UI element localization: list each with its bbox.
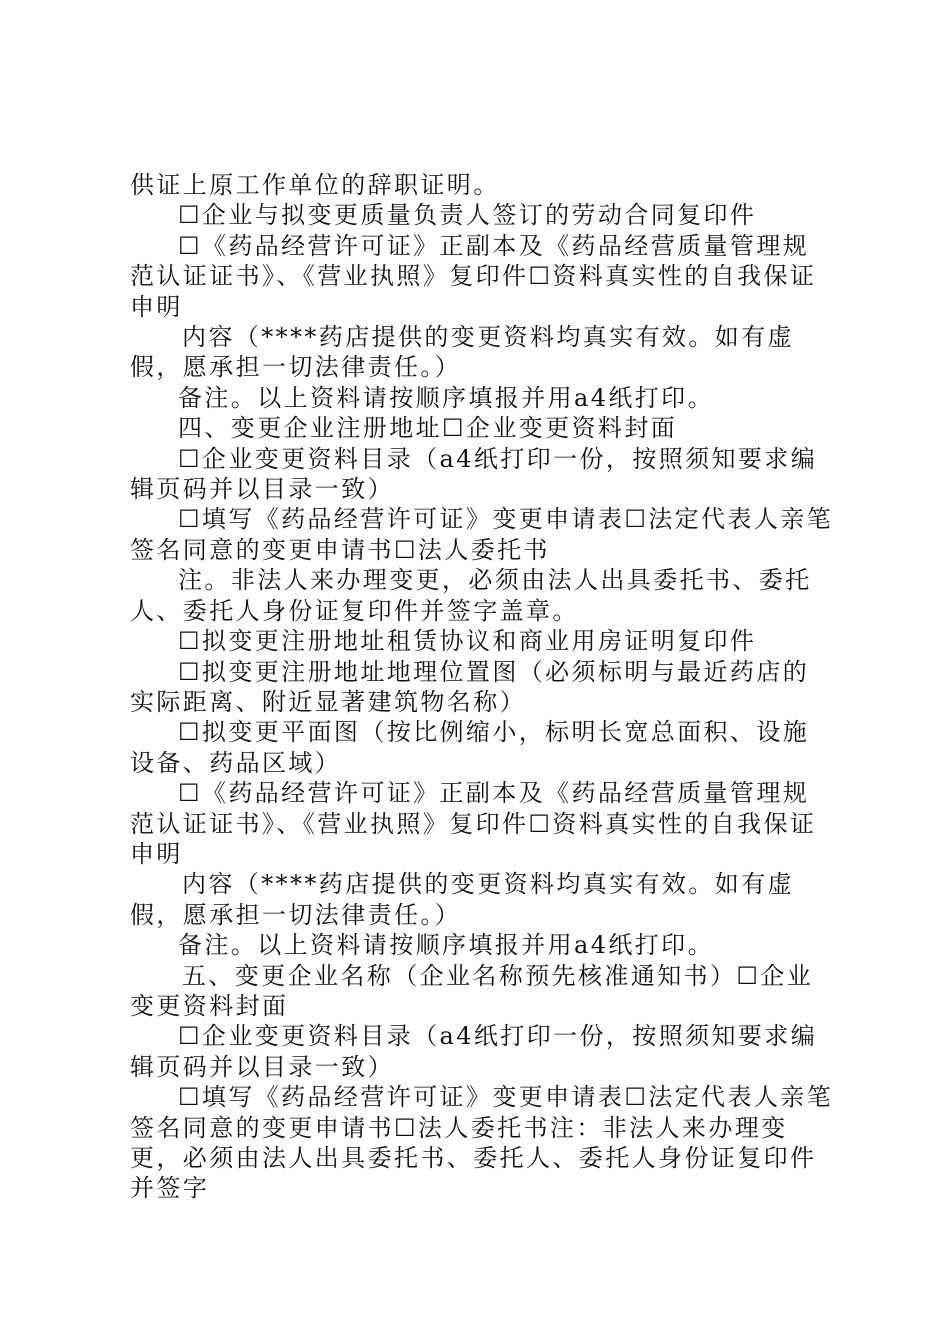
- checklist-item: ☐企业与拟变更质量负责人签订的劳动合同复印件: [178, 201, 757, 230]
- section-heading: 五、变更企业名称（企业名称预先核准通知书）☐企业变更资料封面: [130, 961, 814, 1020]
- checklist-item: ☐拟变更平面图（按比例缩小，标明长宽总面积、设施设备、药品区域）: [130, 718, 810, 777]
- note-paragraph: 备注。以上资料请按顺序填报并用a4纸打印。: [178, 383, 714, 412]
- paragraph: 供证上原工作单位的辞职证明。: [130, 171, 500, 199]
- checklist-item: ☐企业变更资料目录（a4纸打印一份，按照须知要求编辑页码并以目录一致）: [130, 444, 818, 504]
- checklist-item: ☐填写《药品经营许可证》变更申请表☐法定代表人亲笔签名同意的变更申请书☐法人委托书注：非法人来办理变更，必须由法人出具委托书、委托人、委托人身份证复印件并签字: [130, 1083, 834, 1203]
- paragraph: 内容（****药店提供的变更资料均真实有效。如有虚假，愿承担一切法律责任。）: [130, 870, 794, 929]
- checklist-item: ☐拟变更注册地址地理位置图（必须标明与最近药店的实际距离、附近显著建筑物名称）: [130, 657, 810, 716]
- note-paragraph: 注。非法人来办理变更，必须由法人出具委托书、委托人、委托人身份证复印件并签字盖章。: [130, 566, 812, 625]
- checklist-item: ☐拟变更注册地址租赁协议和商业用房证明复印件: [178, 627, 757, 656]
- note-paragraph: 备注。以上资料请按顺序填报并用a4纸打印。: [178, 931, 714, 960]
- checklist-item: ☐《药品经营许可证》正副本及《药品经营质量管理规范认证证书》、《营业执照》复印件☐资料真实性的自我保证申明: [130, 779, 817, 868]
- paragraph: 内容（****药店提供的变更资料均真实有效。如有虚假，愿承担一切法律责任。）: [130, 323, 794, 382]
- section-heading: 四、变更企业注册地址☐企业变更资料封面: [178, 414, 678, 443]
- checklist-item: ☐企业变更资料目录（a4纸打印一份，按照须知要求编辑页码并以目录一致）: [130, 1022, 818, 1081]
- document-body: [130, 170, 835, 1204]
- checklist-item: ☐填写《药品经营许可证》变更申请表☐法定代表人亲笔签名同意的变更申请书☐法人委托书: [130, 505, 834, 564]
- checklist-item: ☐《药品经营许可证》正副本及《药品经营质量管理规范认证证书》、《营业执照》复印件☐资料真实性的自我保证申明: [130, 231, 817, 321]
